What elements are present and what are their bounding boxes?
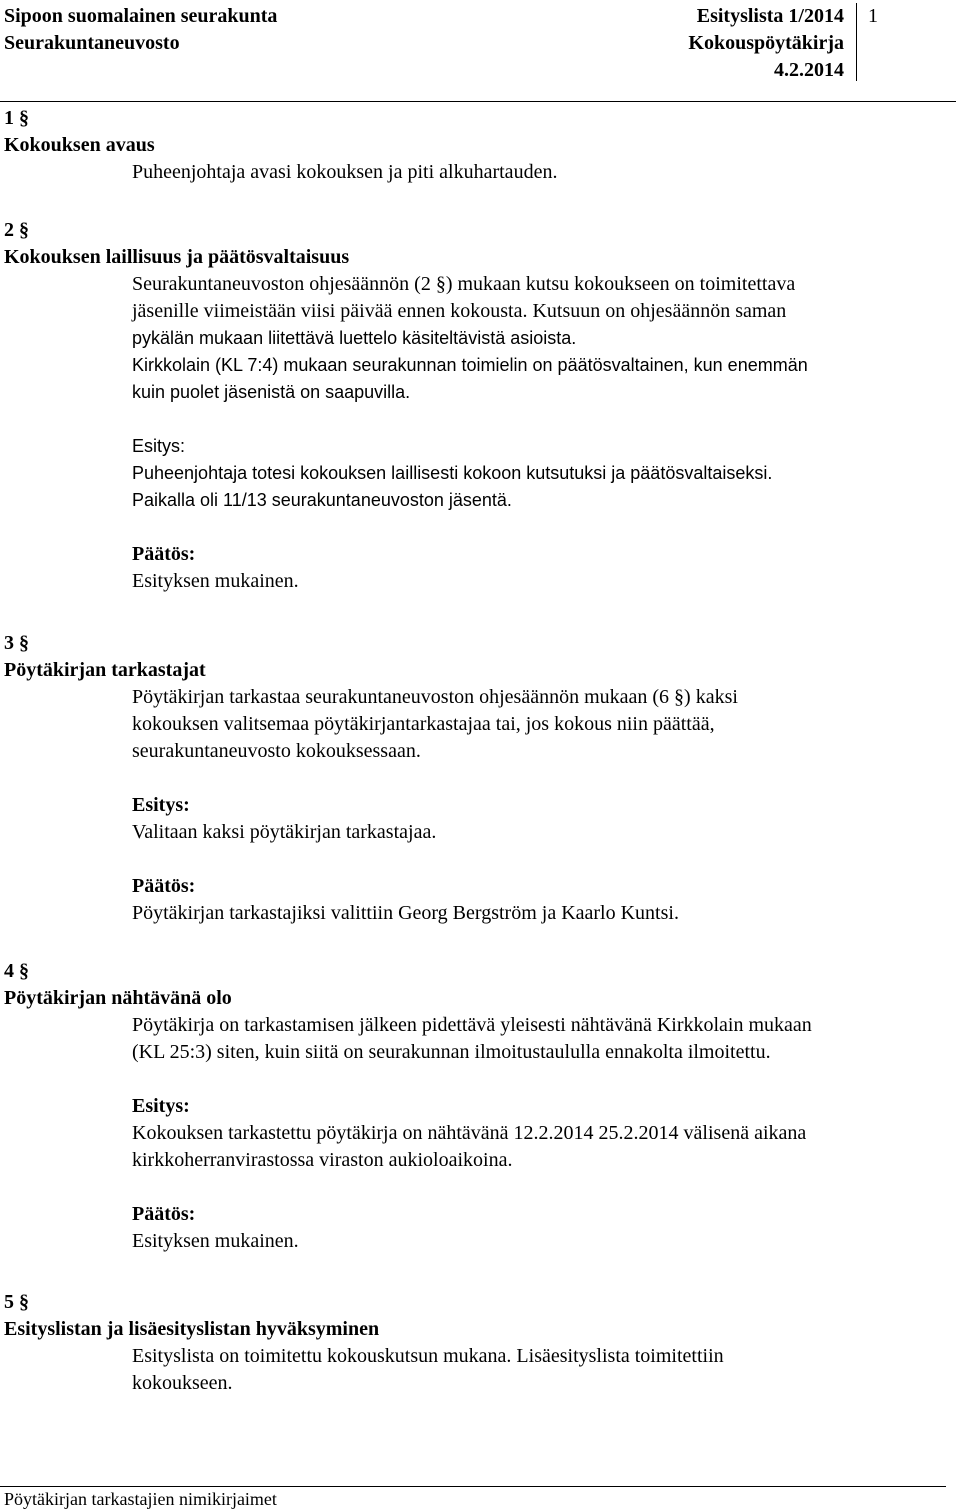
signatures-label: Pöytäkirjan tarkastajien nimikirjaimet — [4, 1489, 277, 1509]
section-title: Kokouksen laillisuus ja päätösvaltaisuus — [4, 246, 350, 268]
paatos-text: Esityksen mukainen. — [132, 570, 299, 592]
paragraph-line: Pöytäkirja on tarkastamisen jälkeen pidettävä yleisesti nähtävänä Kirkkolain mukaan — [132, 1014, 812, 1036]
section-title: Esityslistan ja lisäesityslistan hyväksyminen — [4, 1318, 380, 1340]
section-number: 5 § — [4, 1291, 29, 1313]
section-4 — [4, 958, 956, 1255]
section-5 — [4, 1289, 956, 1397]
esitys-line: Paikalla oli 11/13 seurakuntaneuvoston jäsentä. — [132, 490, 512, 510]
paragraph-line: Seurakuntaneuvoston ohjesäännön (2 §) mukaan kutsu kokoukseen on toimitettava — [132, 273, 796, 295]
paragraph-line: kuin puolet jäsenistä on saapuvilla. — [132, 382, 411, 402]
paatos-label: Päätös: — [132, 543, 196, 565]
section-title: Kokouksen avaus — [4, 134, 155, 156]
paragraph-line: seurakuntaneuvosto kokouksessaan. — [132, 740, 421, 762]
section-2 — [4, 217, 956, 595]
org-name: Sipoon suomalainen seurakunta — [4, 5, 278, 27]
section-1 — [4, 105, 956, 186]
esitys-text: Valitaan kaksi pöytäkirjan tarkastajaa. — [132, 821, 437, 843]
header-right — [688, 3, 844, 84]
header-left — [4, 3, 277, 57]
esitys-label: Esitys: — [132, 794, 190, 816]
esitys-label: Esitys: — [132, 436, 186, 456]
paragraph-line: (KL 25:3) siten, kuin siitä on seurakunnan ilmoitustaululla ennakolta ilmoitettu. — [132, 1041, 771, 1063]
paragraph-line: Pöytäkirjan tarkastaa seurakuntaneuvoston ohjesäännön mukaan (6 §) kaksi — [132, 686, 738, 708]
esitys-label: Esitys: — [132, 1095, 190, 1117]
paragraph-line: Kirkkolain (KL 7:4) mukaan seurakunnan toimielin on päätösvaltainen, kun enemmän — [132, 355, 808, 375]
header-divider — [856, 3, 857, 81]
body-name: Seurakuntaneuvosto — [4, 32, 180, 54]
esitys-line: kirkkoherranvirastossa viraston aukioloaikoina. — [132, 1149, 513, 1171]
section-number: 3 § — [4, 632, 29, 654]
section-number: 1 § — [4, 107, 29, 129]
esitys-line: Puheenjohtaja totesi kokouksen laillisesti kokoon kutsutuksi ja päätösvaltaiseksi. — [132, 463, 773, 483]
header-rule — [0, 101, 956, 102]
section-title: Pöytäkirjan nähtävänä olo — [4, 987, 232, 1009]
page-number: 1 — [868, 5, 878, 27]
paatos-text: Esityksen mukainen. — [132, 1230, 299, 1252]
meeting-date: 4.2.2014 — [774, 59, 844, 81]
paatos-label: Päätös: — [132, 1203, 196, 1225]
section-3 — [4, 630, 956, 927]
paragraph-line: Esityslista on toimitettu kokouskutsun mukana. Lisäesityslista toimitettiin — [132, 1345, 724, 1367]
paragraph-line: kokouksen valitsemaa pöytäkirjantarkastajaa tai, jos kokous niin päättää, — [132, 713, 715, 735]
agenda-number: Esityslista 1/2014 — [696, 5, 844, 27]
paragraph-line: kokoukseen. — [132, 1372, 233, 1394]
paatos-label: Päätös: — [132, 875, 196, 897]
section-title: Pöytäkirjan tarkastajat — [4, 659, 206, 681]
section-text: Puheenjohtaja avasi kokouksen ja piti alkuhartauden. — [132, 161, 558, 183]
section-number: 4 § — [4, 960, 29, 982]
document-type: Kokouspöytäkirja — [688, 32, 844, 54]
section-number: 2 § — [4, 219, 29, 241]
paatos-text: Pöytäkirjan tarkastajiksi valittiin Georg Bergström ja Kaarlo Kuntsi. — [132, 902, 679, 924]
esitys-line: Kokouksen tarkastettu pöytäkirja on nähtävänä 12.2.2014 25.2.2014 välisenä aikana — [132, 1122, 807, 1144]
paragraph-line: pykälän mukaan liitettävä luettelo käsiteltävistä asioista. — [132, 328, 577, 348]
paragraph-line: jäsenille viimeistään viisi päivää ennen kokousta. Kutsuun on ohjesäännön saman — [132, 300, 787, 322]
footer-rule — [0, 1486, 946, 1487]
